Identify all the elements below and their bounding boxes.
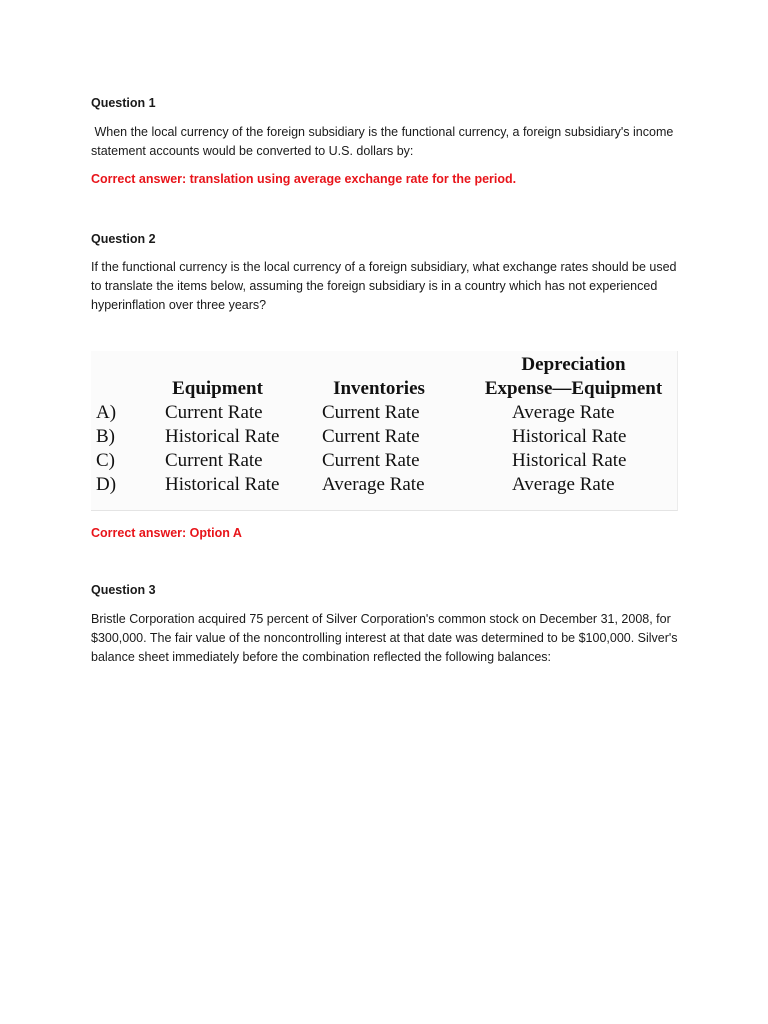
option-equipment-rate: Current Rate xyxy=(165,402,263,423)
option-inventories-rate: Current Rate xyxy=(322,450,420,471)
question-3-heading: Question 3 xyxy=(91,583,156,597)
option-depreciation-rate: Historical Rate xyxy=(512,450,627,471)
question-1-text: When the local currency of the foreign subsidiary is the functional currency, a foreign subsidiary's income statement accounts would be converted to U.S. dollars by: xyxy=(91,125,677,158)
exchange-rate-options-table xyxy=(91,351,678,511)
option-equipment-rate: Historical Rate xyxy=(165,474,280,495)
option-inventories-rate: Average Rate xyxy=(322,474,425,495)
option-inventories-rate: Current Rate xyxy=(322,402,420,423)
question-1-heading: Question 1 xyxy=(91,96,156,110)
option-label: D) xyxy=(96,474,117,495)
question-3-text: Bristle Corporation acquired 75 percent of Silver Corporation's common stock on December 31, 2008, for $300,000. The fair value of the noncontrolling interest at that date was determined to be $100,000. Silver's balance sheet immediately before the combination reflected the following balances: xyxy=(91,612,678,664)
question-2-text: If the functional currency is the local currency of a foreign subsidiary, what exchange rates should be used to translate the items below, assuming the foreign subsidiary is in a country which has not experienced hyperinflation over three years? xyxy=(91,260,677,312)
header-equipment: Equipment xyxy=(172,378,263,399)
header-depreciation-line1: Depreciation xyxy=(521,354,626,375)
option-inventories-rate: Current Rate xyxy=(322,426,420,447)
option-depreciation-rate: Average Rate xyxy=(512,474,615,495)
header-inventories: Inventories xyxy=(333,378,425,399)
question-2-answer: Correct answer: Option A xyxy=(91,526,242,540)
option-equipment-rate: Historical Rate xyxy=(165,426,280,447)
question-1-answer: Correct answer: translation using average exchange rate for the period. xyxy=(91,172,517,186)
option-equipment-rate: Current Rate xyxy=(165,450,263,471)
option-label: B) xyxy=(96,426,115,447)
option-depreciation-rate: Historical Rate xyxy=(512,426,627,447)
question-2-heading: Question 2 xyxy=(91,232,156,246)
option-label: C) xyxy=(96,450,115,471)
option-label: A) xyxy=(96,402,117,423)
header-depreciation-line2: Expense—Equipment xyxy=(484,378,663,399)
option-depreciation-rate: Average Rate xyxy=(512,402,615,423)
